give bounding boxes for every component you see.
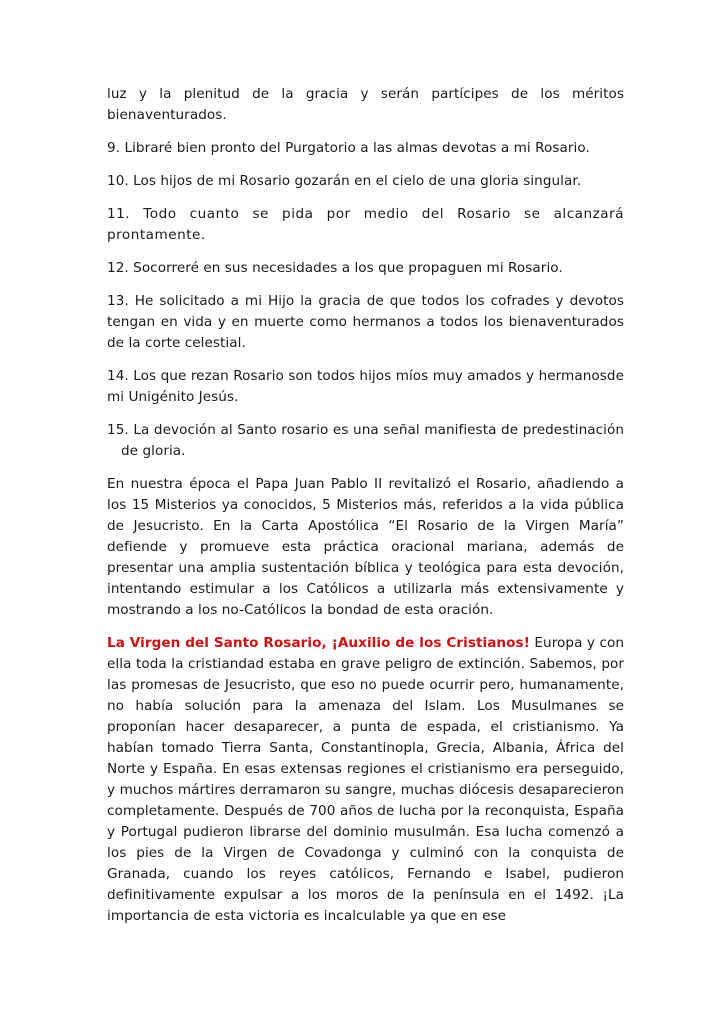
paragraph-promise-9: 9. Libraré bien pronto del Purgatorio a las almas devotas a mi Rosario. xyxy=(107,140,590,156)
section-auxilio-cristianos xyxy=(107,633,624,927)
paragraph-promise-14: 14. Los que rezan Rosario son todos hijos míos muy amados y hermanosde mi Unigénito Jesús. xyxy=(107,368,624,405)
paragraph-promise-11: 11. Todo cuanto se pida por medio del Rosario se alcanzará prontamente. xyxy=(107,206,624,243)
section-body: Europa y con ella toda la cristiandad estaba en grave peligro de extinción. Sabemos, por las promesas de Jesucristo, que eso no puede ocurrir pero, humanamente, no había solución para la amenaza del Islam. Los Musulmanes se proponían hacer desaparecer, a punta de espada, el cristianismo. Ya habían tomado Tierra Santa, Constantinopla, Grecia, Albania, África del Norte y España. En esas extensas regiones el cristianismo era perseguido, y muchos mártires derramaron su sangre, muchas diócesis desaparecieron completamente. Después de 700 años de lucha por la reconquista, España y Portugal pudieron librarse del dominio musulmán. Esa lucha comenzó a los pies de la Virgen de Covadonga y culminó con la conquista de Granada, cuando los reyes católicos, Fernando e Isabel, pudieron definitivamente expulsar a los moros de la península en el 1492. ¡La importancia de esta victoria es incalculable ya que en ese xyxy=(107,635,625,924)
document-body xyxy=(107,84,624,939)
paragraph-promise-15: 15. La devoción al Santo rosario es una señal manifiesta de predestinación de gloria. xyxy=(107,422,624,459)
paragraph-promise-10: 10. Los hijos de mi Rosario gozarán en el cielo de una gloria singular. xyxy=(107,173,582,189)
paragraph-promise-12: 12. Socorreré en sus necesidades a los que propaguen mi Rosario. xyxy=(107,260,563,276)
section-heading: La Virgen del Santo Rosario, ¡Auxilio de los Cristianos! xyxy=(107,635,530,651)
paragraph-juan-pablo-ii: En nuestra época el Papa Juan Pablo II revitalizó el Rosario, añadiendo a los 15 Misterios ya conocidos, 5 Misterios más, referidos a la vida pública de Jesucristo. En la Carta Apostólica “El Rosario de la Virgen María” defiende y promueve esta práctica oracional mariana, además de presentar una amplia sustentación bíblica y teológica para esta devoción, intentando estimular a los Católicos a utilizarla más extensivamente y mostrando a los no-Católicos la bondad de esta oración. xyxy=(107,476,624,618)
paragraph-promise-8-end: luz y la plenitud de la gracia y serán partícipes de los méritos bienaventurados. xyxy=(107,86,624,123)
paragraph-promise-13: 13. He solicitado a mi Hijo la gracia de que todos los cofrades y devotos tengan en vida y en muerte como hermanos a todos los bienaventurados de la corte celestial. xyxy=(107,293,624,351)
